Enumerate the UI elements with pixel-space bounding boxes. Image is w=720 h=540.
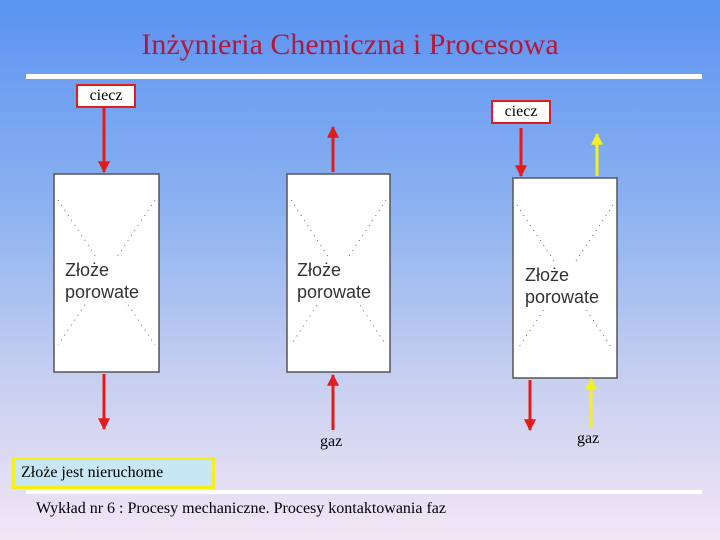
page-title: Inżynieria Chemiczna i Procesowa bbox=[141, 28, 559, 61]
footer-rule bbox=[26, 490, 702, 494]
liquid-inlet-label-left: ciecz bbox=[76, 84, 136, 108]
column-1 bbox=[54, 174, 159, 372]
liquid-inlet-label-right: ciecz bbox=[491, 100, 551, 124]
gas-outlet-label-right: gaz bbox=[577, 430, 600, 447]
column-3 bbox=[513, 178, 617, 378]
stationary-bed-note: Złoże jest nieruchome bbox=[12, 457, 215, 489]
column-2 bbox=[287, 174, 390, 372]
bed-1-label-line1: Złoże bbox=[65, 260, 110, 280]
bed-3-label-line2: porowate bbox=[525, 287, 600, 307]
bed-2-label-line1: Złoże bbox=[297, 260, 342, 280]
bed-3-label-line1: Złoże bbox=[525, 265, 570, 285]
lecture-footer: Wykład nr 6 : Procesy mechaniczne. Procesy kontaktowania faz bbox=[36, 500, 446, 517]
bed-2-label-line2: porowate bbox=[297, 282, 372, 302]
bed-1-label-line2: porowate bbox=[65, 282, 140, 302]
gas-inlet-label-middle: gaz bbox=[320, 433, 343, 450]
